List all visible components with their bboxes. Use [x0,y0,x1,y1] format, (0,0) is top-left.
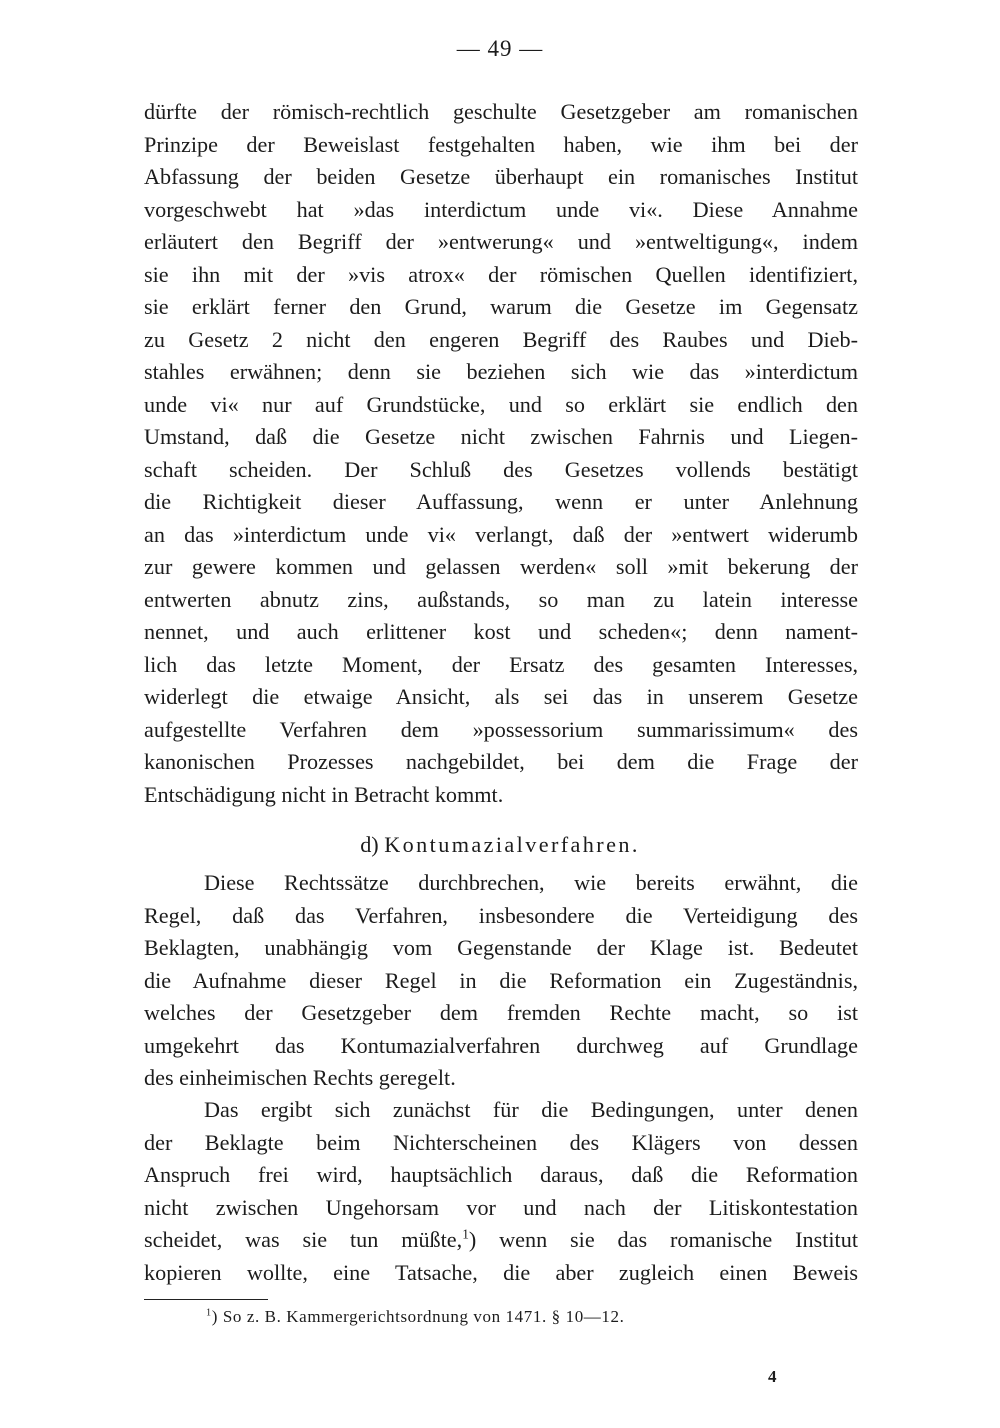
text-line: unde vi« nur auf Grundstücke, und so erklärt sie endlich den [144,391,858,417]
text-line: zu Gesetz 2 nicht den engeren Begriff des Raubes und Dieb- [144,326,858,352]
text-line: Das ergibt sich zunächst für die Bedingungen, unter denen [204,1097,858,1122]
text-line: nennet, und auch erlittener kost und scheden«; denn nament- [144,619,858,644]
text-line: der Beklagte beim Nichterscheinen des Klägers von dessen [144,1129,858,1155]
text-line: Diese Rechtssätze durchbrechen, wie bereits erwähnt, die [204,870,858,895]
text-line: Regel, daß das Verfahren, insbesondere die Verteidigung des [144,902,858,928]
footnote [206,1305,624,1329]
text-line: sie ihn mit der »vis atrox« der römischen Quellen identifiziert, [144,261,858,287]
footnote-mark: 1 [206,1307,212,1319]
text-line [144,1224,858,1257]
page-number-header: — 49 — [456,36,544,61]
text-line: erläutert den Begriff der »entwerung« und »entweltigung«, indem [144,229,858,254]
text-line: umgekehrt das Kontumazialverfahren durchweg auf Grundlage [144,1032,858,1058]
paragraph-main [144,96,858,811]
footnote-reference: 1 [462,1226,469,1242]
text-line: nicht zwischen Ungehorsam vor und nach der Litiskontestation [144,1194,858,1220]
text-line: Beklagten, unabhängig vom Gegenstande der Klage ist. Bedeutet [144,935,858,960]
text-line: des einheimischen Rechts geregelt. [144,1065,456,1090]
text-line: zur gewere kommen und gelassen werden« soll »mit bekerung der [144,554,858,579]
text-line: die Aufnahme dieser Regel in die Reformation ein Zugeständnis, [144,967,858,993]
text-line: Anspruch frei wird, hauptsächlich daraus, daß die Reformation [144,1162,858,1187]
text-line: welches der Gesetzgeber dem fremden Rechte macht, so ist [144,1000,858,1025]
section-heading-prefix: d) [360,832,379,857]
text-line: entwerten abnutz zins, außstands, so man zu latein interesse [144,586,858,612]
signature-mark: 4 [768,1367,777,1386]
footnote-separator [144,1299,268,1300]
footnote-text: ) So z. B. Kammergerichtsordnung von 1471. § 10—12. [211,1307,625,1326]
text-line: Umstand, daß die Gesetze nicht zwischen Fahrnis und Liegen- [144,424,858,449]
text-line: stahles erwähnen; denn sie beziehen sich wie das »interdictum [144,359,858,384]
text-line: schaft scheiden. Der Schluß des Gesetzes vollends bestätigt [144,456,858,482]
text-line-before-note: scheidet, was sie tun müßte, [144,1227,463,1252]
text-line-after-note: ) wenn sie das romanische Institut [468,1227,858,1252]
text-line: vorgeschwebt hat »das interdictum unde vi«. Diese Annahme [144,196,858,222]
paragraph-kontumazial [144,867,858,1095]
text-line: sie erklärt ferner den Grund, warum die Gesetze im Gegensatz [144,294,858,319]
section-heading-title: Kontumazialverfahren. [384,832,640,857]
text-line: die Richtigkeit dieser Auffassung, wenn er unter Anlehnung [144,489,858,514]
text-line: Prinzipe der Beweislast festgehalten haben, wie ihm bei der [144,131,858,157]
text-line: kanonischen Prozesses nachgebildet, bei dem die Frage der [144,749,858,774]
text-line: an das »interdictum unde vi« verlangt, daß der »entwert widerumb [144,521,858,547]
paragraph-bedingungen [144,1094,858,1289]
text-line: aufgestellte Verfahren dem »possessorium summarissimum« des [144,716,858,742]
text-line: dürfte der römisch-rechtlich geschulte Gesetzgeber am romanischen [144,99,858,124]
section-heading [0,829,1000,862]
text-line: Entschädigung nicht in Betracht kommt. [144,781,504,807]
text-line: widerlegt die etwaige Ansicht, als sei das in unserem Gesetze [144,684,858,709]
text-line: kopieren wollte, eine Tatsache, die aber zugleich einen Beweis [144,1259,858,1285]
text-line: Abfassung der beiden Gesetze überhaupt ein romanisches Institut [144,164,858,189]
text-line: lich das letzte Moment, der Ersatz des gesamten Interesses, [144,651,858,677]
